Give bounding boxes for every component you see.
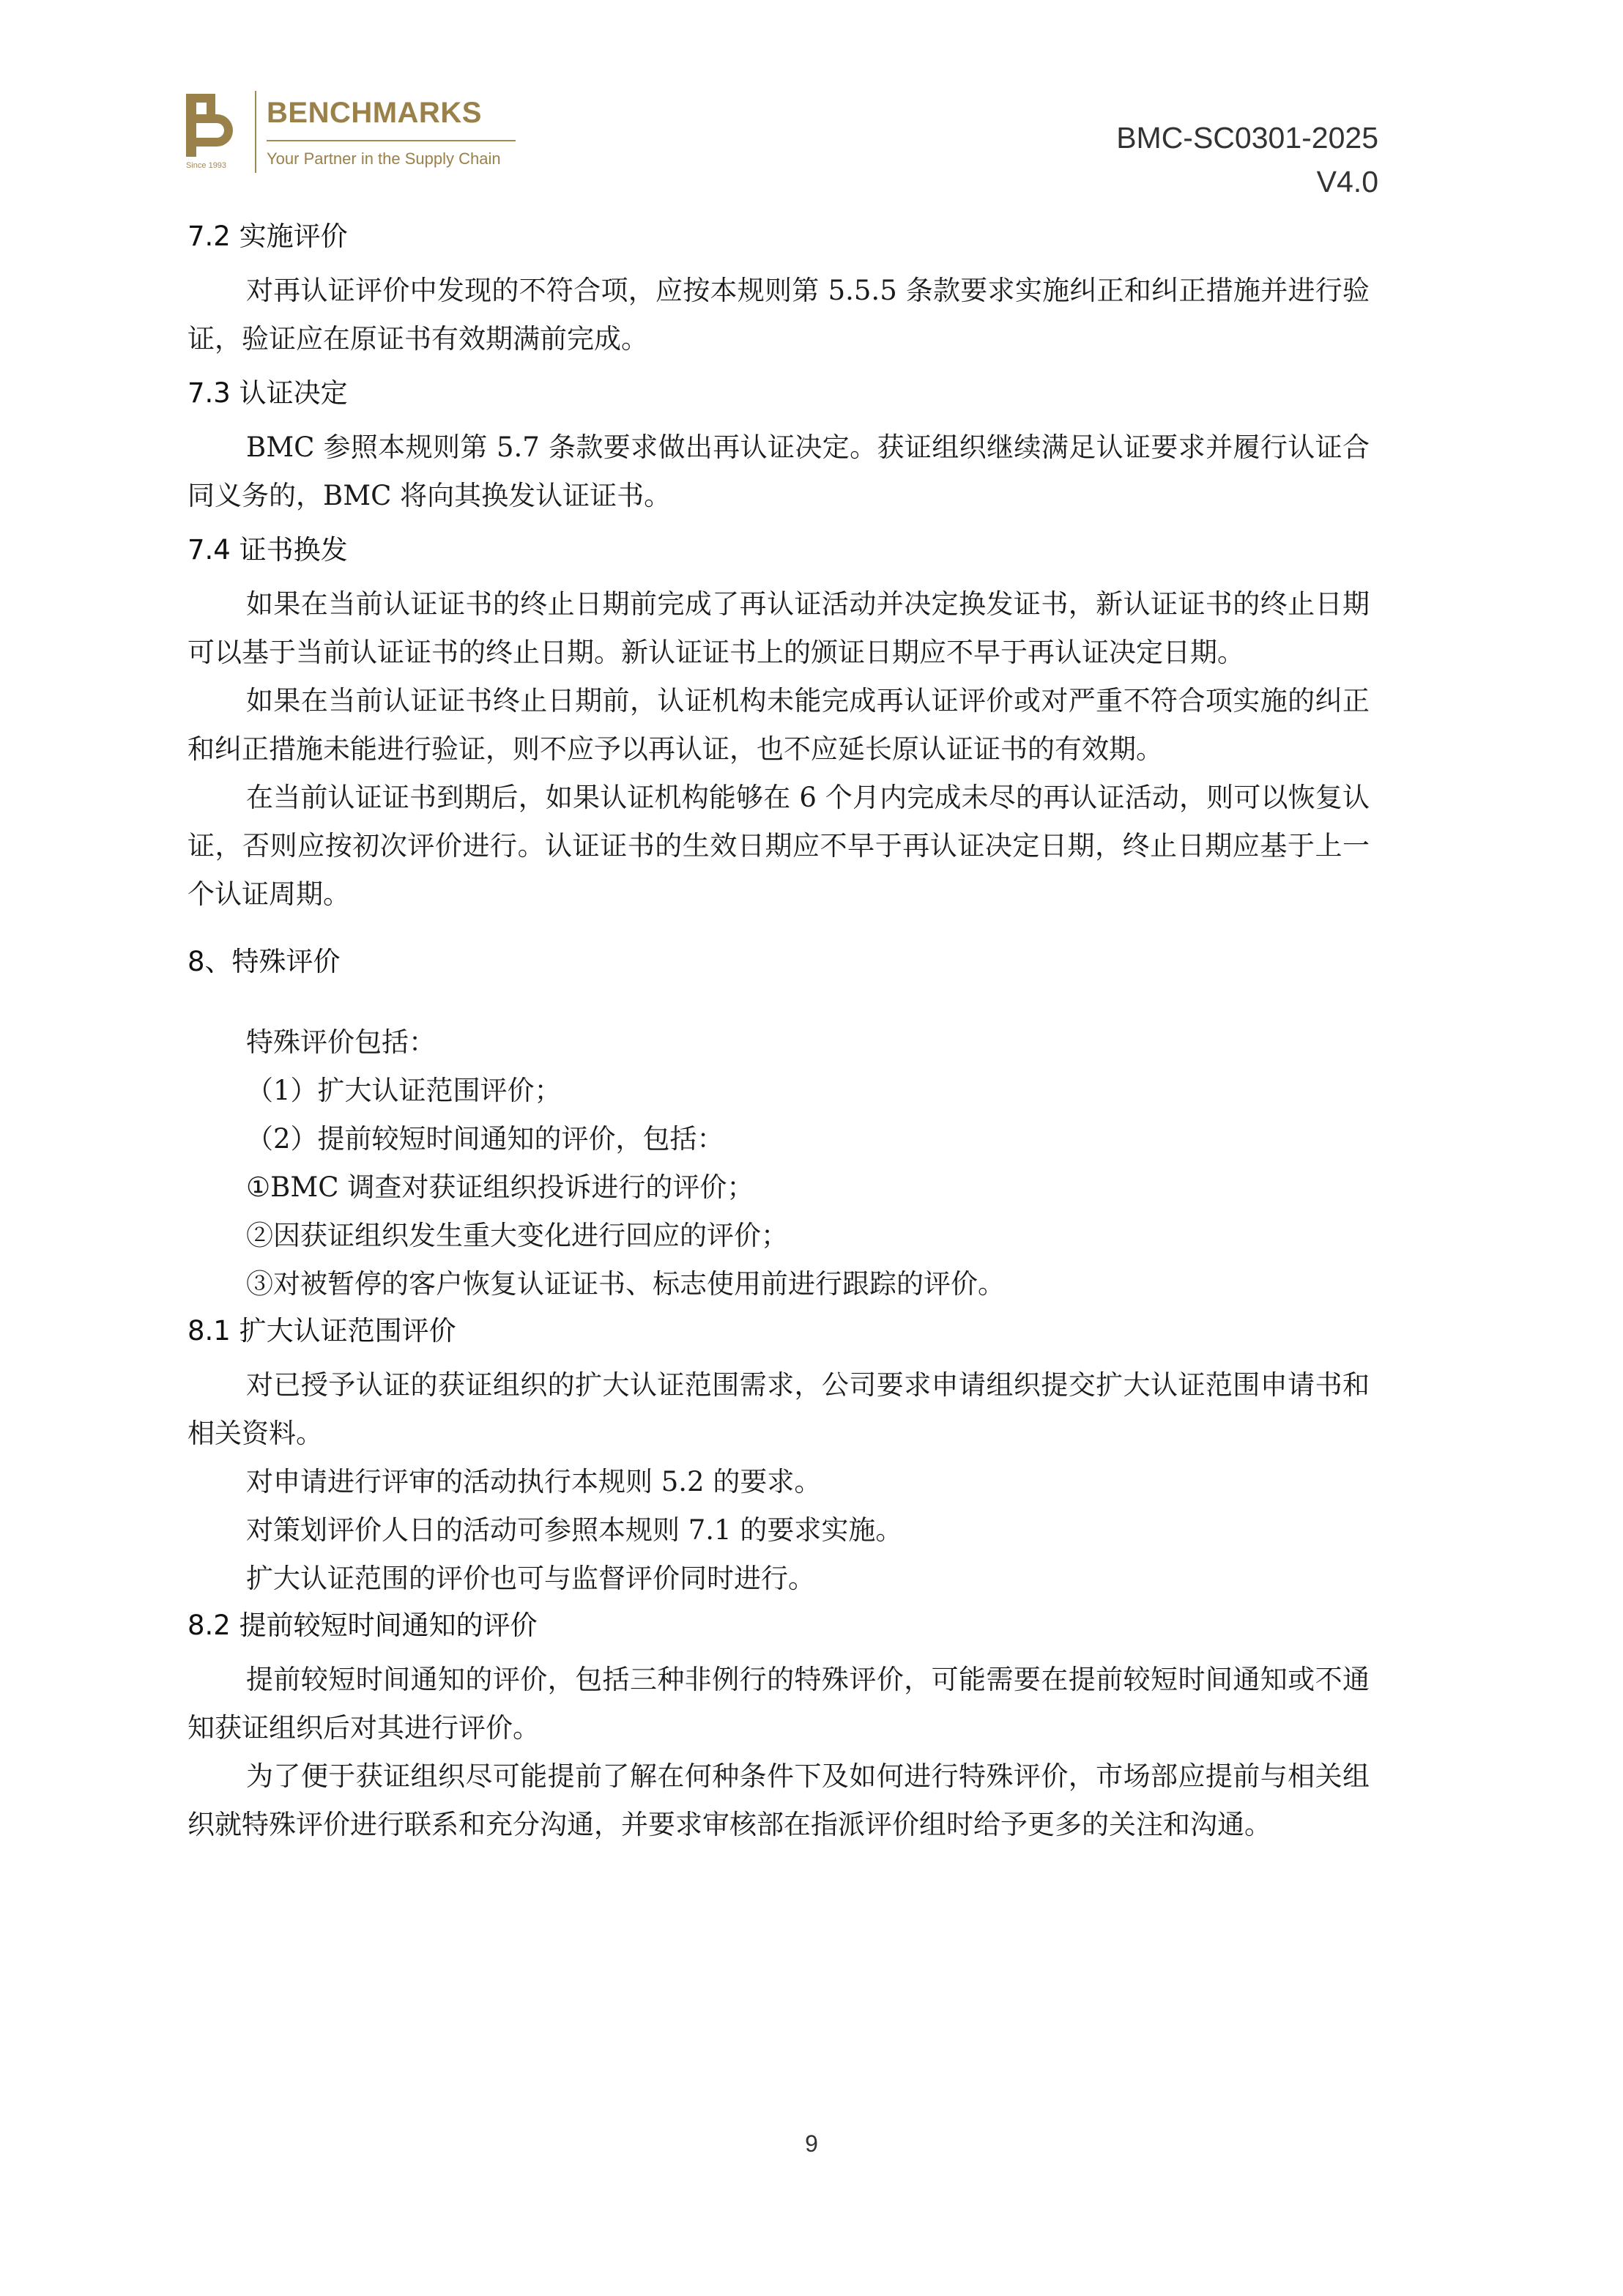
logo-divider xyxy=(255,91,256,173)
paragraph: 对已授予认证的获证组织的扩大认证范围需求，公司要求申请组织提交扩大认证范围申请书和相关资料。 xyxy=(187,1369,1370,1449)
paragraph: BMC 参照本规则第 5.7 条款要求做出再认证决定。获证组织继续满足认证要求并履行认证合同义务的，BMC 将向其换发认证证书。 xyxy=(187,432,1370,511)
page-header xyxy=(0,0,1623,212)
paragraph: 扩大认证范围的评价也可与监督评价同时进行。 xyxy=(246,1563,815,1594)
paragraph: 在当前认证证书到期后，如果认证机构能够在 6 个月内完成未尽的再认证活动，则可以恢复认证，否则应按初次评价进行。认证证书的生效日期应不早于再认证决定日期，终止日期应基于上一个认证周期。 xyxy=(187,782,1370,910)
page-content xyxy=(187,214,1370,1849)
benchmarks-logo xyxy=(185,91,521,179)
heading-8-1: 8.1 扩大认证范围评价 xyxy=(187,1315,456,1347)
paragraph: 对申请进行评审的活动执行本规则 5.2 的要求。 xyxy=(246,1466,822,1497)
benchmarks-logo-icon xyxy=(185,92,236,158)
heading-7-3: 7.3 认证决定 xyxy=(187,377,348,409)
heading-7-4: 7.4 证书换发 xyxy=(187,534,348,566)
document-info xyxy=(1116,116,1378,204)
paragraph: 提前较短时间通知的评价，包括三种非例行的特殊评价，可能需要在提前较短时间通知或不通知获证组织后对其进行评价。 xyxy=(187,1664,1370,1744)
paragraph: 为了便于获证组织尽可能提前了解在何种条件下及如何进行特殊评价，市场部应提前与相关组织就特殊评价进行联系和充分沟通，并要求审核部在指派评价组时给予更多的关注和沟通。 xyxy=(187,1760,1370,1840)
document-version: V4.0 xyxy=(1316,165,1378,199)
document-code: BMC-SC0301-2025 xyxy=(1116,121,1378,155)
list-item: ②因获证组织发生重大变化进行回应的评价； xyxy=(246,1220,788,1251)
list-item: （2）提前较短时间通知的评价，包括： xyxy=(246,1123,724,1155)
list-item: （1）扩大认证范围评价； xyxy=(246,1075,562,1106)
list-item: ①BMC 调查对获证组织投诉进行的评价； xyxy=(246,1171,754,1203)
heading-8: 8、特殊评价 xyxy=(187,946,341,977)
logo-underline xyxy=(267,140,516,141)
list-intro: 特殊评价包括： xyxy=(246,1026,436,1058)
heading-8-2: 8.2 提前较短时间通知的评价 xyxy=(187,1610,538,1641)
paragraph: 如果在当前认证证书终止日期前，认证机构未能完成再认证评价或对严重不符合项实施的纠正和纠正措施未能进行验证，则不应予以再认证，也不应延长原认证证书的有效期。 xyxy=(187,685,1370,765)
paragraph: 对再认证评价中发现的不符合项，应按本规则第 5.5.5 条款要求实施纠正和纠正措施并进行验证，验证应在原证书有效期满前完成。 xyxy=(187,275,1370,355)
logo-name: BENCHMARKS xyxy=(267,97,482,129)
logo-since: Since 1993 xyxy=(186,161,227,170)
paragraph: 如果在当前认证证书的终止日期前完成了再认证活动并决定换发证书，新认证证书的终止日期可以基于当前认证证书的终止日期。新认证证书上的颁证日期应不早于再认证决定日期。 xyxy=(187,588,1370,668)
page-number: 9 xyxy=(805,2130,818,2157)
paragraph: 对策划评价人日的活动可参照本规则 7.1 的要求实施。 xyxy=(246,1514,903,1546)
list-item: ③对被暂停的客户恢复认证证书、标志使用前进行跟踪的评价。 xyxy=(246,1268,1005,1300)
logo-tagline: Your Partner in the Supply Chain xyxy=(267,149,501,168)
heading-7-2: 7.2 实施评价 xyxy=(187,221,348,252)
